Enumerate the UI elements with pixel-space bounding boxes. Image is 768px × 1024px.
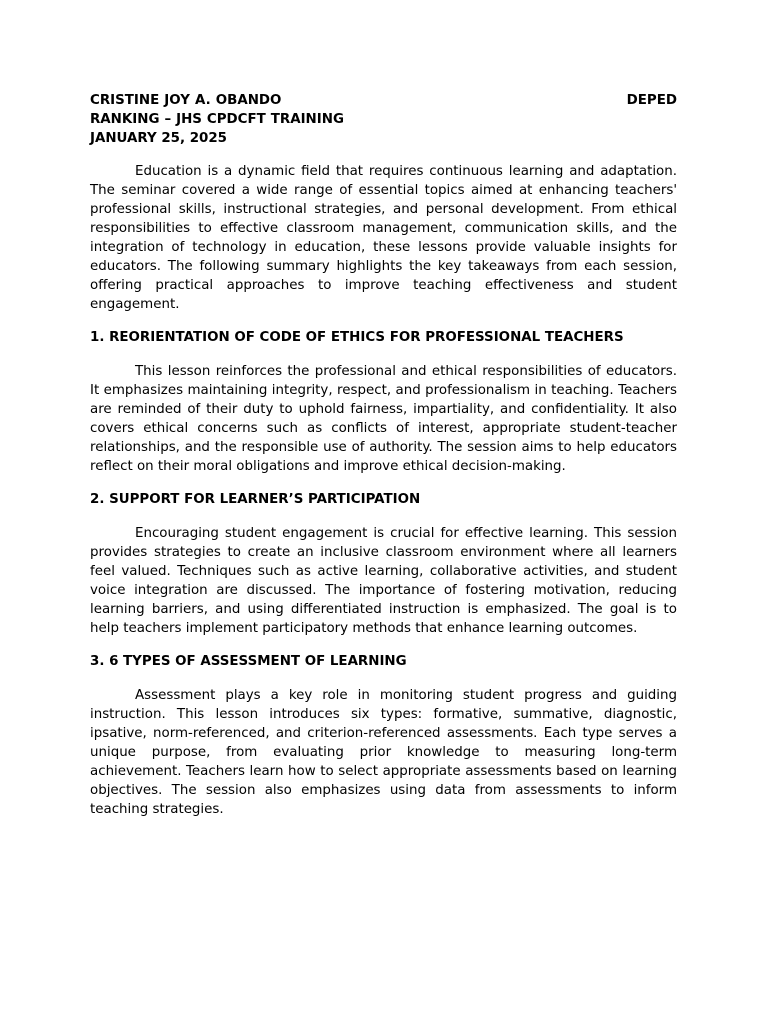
document-header: [90, 91, 677, 148]
training-title-part1: DEPED RANKING: [90, 93, 677, 127]
section-body: Assessment plays a key role in monitoring student progress and guiding instruction. This lesson introduces six types: formative, summative, diagnostic, ipsative, norm-referenced, and criterion-referenced assessments. Each type serves a unique purpose, from evaluating prior knowledge to measuring long-term achievement. Teachers learn how to select appropriate assessments based on learning objectives. The session also emphasizes using data from assessments to inform teaching strategies.: [90, 688, 677, 817]
section-heading: 3. 6 TYPES OF ASSESSMENT OF LEARNING: [90, 654, 407, 669]
section-heading: 2. SUPPORT FOR LEARNER’S PARTICIPATION: [90, 492, 421, 507]
intro-paragraph: Education is a dynamic field that requires continuous learning and adaptation. The seminar covered a wide range of essential topics aimed at enhancing teachers' professional skills, instructional strategies, and personal development. From ethical responsibilities to effective classroom management, communication skills, and the integration of technology in education, these lessons provide valuable insights for educators. The following summary highlights the key takeaways from each session, offering practical approaches to improve teaching effectiveness and student engagement.: [90, 164, 677, 312]
document-date: JANUARY 25, 2025: [90, 131, 227, 146]
document-page: [90, 91, 677, 819]
section-heading: 1. REORIENTATION OF CODE OF ETHICS FOR PROFESSIONAL TEACHERS: [90, 330, 624, 345]
training-title-part2: – JHS CPDCFT TRAINING: [164, 112, 344, 127]
header-spacer: [349, 112, 677, 127]
header-spacer: [287, 93, 622, 108]
section-body: This lesson reinforces the professional and ethical responsibilities of educators. It emphasizes maintaining integrity, respect, and professionalism in teaching. Teachers are reminded of their duty to uphold fairness, impartiality, and confidentiality. It also covers ethical concerns such as conflicts of interest, appropriate student-teacher relationships, and the responsible use of authority. The session aims to help educators reflect on their moral obligations and improve ethical decision-making.: [90, 364, 677, 474]
author-name: CRISTINE JOY A. OBANDO: [90, 93, 282, 108]
section-body: Encouraging student engagement is crucial for effective learning. This session provides strategies to create an inclusive classroom environment where all learners feel valued. Techniques such as active learning, collaborative activities, and student voice integration are discussed. The importance of fostering motivation, reducing learning barriers, and using differentiated instruction is emphasized. The goal is to help teachers implement participatory methods that enhance learning outcomes.: [90, 526, 677, 636]
